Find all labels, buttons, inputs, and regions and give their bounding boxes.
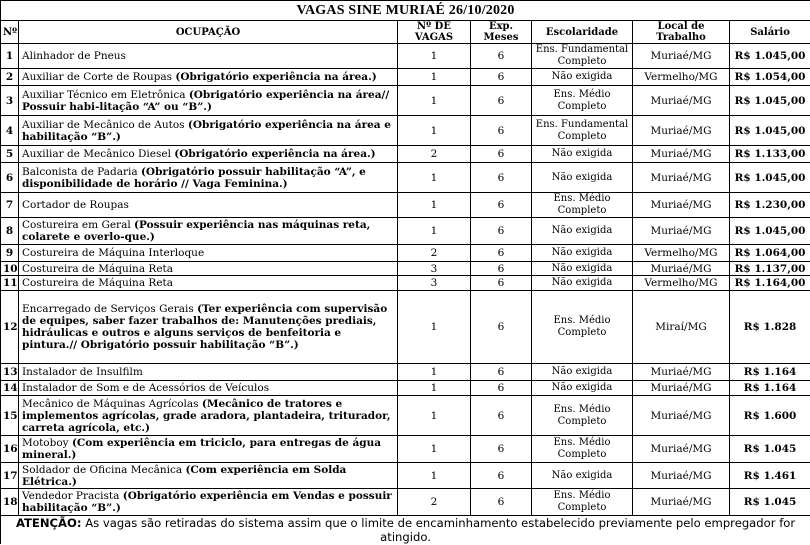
table-row <box>1 262 810 276</box>
occupation-title: Costureira de Máquina Reta <box>22 262 174 275</box>
notice-text: As vagas são retiradas do sistema assim que o limite de encaminhamento estabelecido previamente pelo empregador for atingido. <box>81 516 796 544</box>
table-row <box>1 463 810 489</box>
occupation-cell <box>19 291 398 364</box>
header-ocupacao: OCUPAÇÃO <box>19 21 398 44</box>
page-title: VAGAS SINE MURIAÉ 26/10/2020 <box>1 1 810 21</box>
table-row <box>1 218 810 245</box>
occupation-title: Motoboy <box>22 437 72 449</box>
row-number: 16 <box>1 436 19 463</box>
vacancies-count: 3 <box>398 262 471 276</box>
salary: R$ 1.230,00 <box>730 193 810 218</box>
experience-months: 6 <box>471 396 532 436</box>
work-location: Muriaé/MG <box>633 218 730 245</box>
occupation-title: Auxiliar de Corte de Roupas <box>22 71 176 83</box>
row-number: 17 <box>1 463 19 489</box>
occupation-cell <box>19 193 398 218</box>
occupation-cell <box>19 463 398 489</box>
occupation-title: Encarregado de Serviços Gerais <box>22 303 198 315</box>
occupation-cell <box>19 381 398 396</box>
experience-months: 6 <box>471 245 532 262</box>
table-row <box>1 364 810 381</box>
table-row <box>1 193 810 218</box>
education-level: Ens. Médio Completo <box>532 489 633 516</box>
row-number: 14 <box>1 381 19 396</box>
work-location: Miraí/MG <box>633 291 730 364</box>
education-level: Não exigida <box>532 381 633 396</box>
salary: R$ 1.045,00 <box>730 116 810 146</box>
work-location: Vermelho/MG <box>633 69 730 86</box>
education-level: Ens. Fundamental Completo <box>532 116 633 146</box>
occupation-requirements: (Ter experiência com supervisão de equipes, saber fazer trabalhos de: Manutenções prediais, hidráulicas e outros e alguns serviços de benfeitoria e pintura.// Obrigatório possuir habilitação “B”.) <box>22 303 388 351</box>
work-location: Muriaé/MG <box>633 146 730 163</box>
education-level: Não exigida <box>532 245 633 262</box>
work-location: Muriaé/MG <box>633 86 730 116</box>
work-location: Muriaé/MG <box>633 163 730 193</box>
occupation-title: Auxiliar Técnico em Eletrônica <box>22 88 189 101</box>
table-row <box>1 44 810 69</box>
vacancies-count: 1 <box>398 381 471 396</box>
salary: R$ 1.045,00 <box>730 86 810 116</box>
salary: R$ 1.164 <box>730 364 810 381</box>
experience-months: 6 <box>471 291 532 364</box>
occupation-title: Auxiliar de Mecânico Diesel <box>22 148 175 160</box>
occupation-cell <box>19 116 398 146</box>
experience-months: 6 <box>471 146 532 163</box>
salary: R$ 1.045 <box>730 489 810 516</box>
salary: R$ 1.045,00 <box>730 163 810 193</box>
education-level: Não exigida <box>532 262 633 276</box>
vacancies-count: 1 <box>398 116 471 146</box>
salary: R$ 1.064,00 <box>730 245 810 262</box>
occupation-requirements: (Obrigatório experiência na área.) <box>174 148 376 160</box>
occupation-cell <box>19 146 398 163</box>
vacancies-count: 1 <box>398 69 471 86</box>
occupation-title: Instalador de Insulfilm <box>22 366 143 378</box>
vacancies-count: 2 <box>398 146 471 163</box>
occupation-cell <box>19 364 398 381</box>
occupation-title: Instalador de Som e de Acessórios de Veículos <box>22 382 270 394</box>
row-number: 15 <box>1 396 19 436</box>
work-location: Muriaé/MG <box>633 193 730 218</box>
vacancies-count: 1 <box>398 291 471 364</box>
salary: R$ 1.137,00 <box>730 262 810 276</box>
occupation-cell <box>19 396 398 436</box>
education-level: Não exigida <box>532 69 633 86</box>
work-location: Muriaé/MG <box>633 116 730 146</box>
occupation-title: Alinhador de Pneus <box>22 50 126 62</box>
education-level: Ens. Fundamental Completo <box>532 44 633 69</box>
table-row <box>1 146 810 163</box>
occupation-title: Balconista de Padaria <box>22 165 141 178</box>
occupation-requirements: (Mecânico de tratores e implementos agrícolas, grade aradora, plantadeira, triturador, carreta agrícola, etc.) <box>22 397 391 434</box>
table-row <box>1 381 810 396</box>
row-number: 3 <box>1 86 19 116</box>
vacancies-count: 1 <box>398 463 471 489</box>
experience-months: 6 <box>471 163 532 193</box>
education-level: Não exigida <box>532 276 633 291</box>
occupation-cell <box>19 262 398 276</box>
experience-months: 6 <box>471 364 532 381</box>
work-location: Muriaé/MG <box>633 381 730 396</box>
occupation-cell <box>19 245 398 262</box>
salary: R$ 1.133,00 <box>730 146 810 163</box>
experience-months: 6 <box>471 463 532 489</box>
table-row <box>1 245 810 262</box>
work-location: Muriaé/MG <box>633 262 730 276</box>
header-local: Local de Trabalho <box>633 21 730 44</box>
table-row <box>1 276 810 291</box>
row-number: 13 <box>1 364 19 381</box>
salary: R$ 1.045 <box>730 436 810 463</box>
experience-months: 6 <box>471 69 532 86</box>
experience-months: 6 <box>471 116 532 146</box>
work-location: Muriaé/MG <box>633 364 730 381</box>
work-location: Muriaé/MG <box>633 489 730 516</box>
salary: R$ 1.828 <box>730 291 810 364</box>
table-row <box>1 86 810 116</box>
occupation-title: Mecânico de Máquinas Agrícolas <box>22 397 202 410</box>
table-row <box>1 163 810 193</box>
occupation-requirements: (Obrigatório possuir habilitação “A”, e disponibilidade de horário // Vaga Feminina.) <box>22 165 366 190</box>
experience-months: 6 <box>471 218 532 245</box>
row-number: 11 <box>1 276 19 291</box>
table-row <box>1 396 810 436</box>
row-number: 18 <box>1 489 19 516</box>
vacancies-count: 1 <box>398 436 471 463</box>
vacancies-count: 3 <box>398 276 471 291</box>
row-number: 6 <box>1 163 19 193</box>
vacancies-count: 1 <box>398 364 471 381</box>
vacancies-count: 1 <box>398 86 471 116</box>
education-level: Ens. Médio Completo <box>532 193 633 218</box>
education-level: Não exigida <box>532 146 633 163</box>
education-level: Ens. Médio Completo <box>532 86 633 116</box>
occupation-cell <box>19 163 398 193</box>
experience-months: 6 <box>471 193 532 218</box>
experience-months: 6 <box>471 44 532 69</box>
table-row <box>1 436 810 463</box>
experience-months: 6 <box>471 381 532 396</box>
experience-months: 6 <box>471 276 532 291</box>
occupation-cell <box>19 489 398 516</box>
occupation-cell <box>19 436 398 463</box>
occupation-title: Auxiliar de Mecânico de Autos <box>22 118 188 131</box>
salary: R$ 1.164,00 <box>730 276 810 291</box>
occupation-title: Cortador de Roupas <box>22 199 129 211</box>
occupation-requirements: (Com experiência em Solda Elétrica.) <box>22 463 347 488</box>
work-location: Vermelho/MG <box>633 245 730 262</box>
table-row <box>1 69 810 86</box>
row-number: 10 <box>1 262 19 276</box>
occupation-requirements: (Obrigatório experiência em Vendas e possuir habilitação “B”.) <box>22 490 392 514</box>
salary: R$ 1.045,00 <box>730 44 810 69</box>
occupation-title: Vendedor Pracista <box>22 490 123 502</box>
row-number: 2 <box>1 69 19 86</box>
notice <box>1 516 810 545</box>
work-location: Muriaé/MG <box>633 463 730 489</box>
table-row <box>1 116 810 146</box>
education-level: Não exigida <box>532 463 633 489</box>
table-header-row <box>1 21 810 44</box>
education-level: Não exigida <box>532 163 633 193</box>
work-location: Muriaé/MG <box>633 44 730 69</box>
vacancies-count: 1 <box>398 193 471 218</box>
occupation-requirements: (Com experiência em triciclo, para entregas de água mineral.) <box>22 437 382 461</box>
table-row <box>1 489 810 516</box>
occupation-requirements: (Obrigatório experiência na área e habilitação “B”.) <box>22 118 391 143</box>
occupation-cell <box>19 44 398 69</box>
education-level: Não exigida <box>532 218 633 245</box>
education-level: Ens. Médio Completo <box>532 291 633 364</box>
occupation-cell <box>19 218 398 245</box>
occupation-requirements: (Obrigatório experiência na área.) <box>175 71 377 83</box>
work-location: Muriaé/MG <box>633 436 730 463</box>
salary: R$ 1.461 <box>730 463 810 489</box>
education-level: Ens. Médio Completo <box>532 436 633 463</box>
row-number: 12 <box>1 291 19 364</box>
salary: R$ 1.164 <box>730 381 810 396</box>
header-num: Nº <box>1 21 19 44</box>
table-row <box>1 291 810 364</box>
experience-months: 6 <box>471 436 532 463</box>
table-body <box>1 44 810 516</box>
experience-months: 6 <box>471 86 532 116</box>
education-level: Ens. Médio Completo <box>532 396 633 436</box>
salary: R$ 1.600 <box>730 396 810 436</box>
vacancies-count: 1 <box>398 218 471 245</box>
header-escolaridade: Escolaridade <box>532 21 633 44</box>
row-number: 5 <box>1 146 19 163</box>
occupation-requirements: (Obrigatório experiência na área// Possuir habi-litação “A” ou “B”.) <box>22 88 390 113</box>
notice-lead: ATENÇÃO: <box>15 516 82 530</box>
salary: R$ 1.045,00 <box>730 218 810 245</box>
education-level: Não exigida <box>532 364 633 381</box>
row-number: 9 <box>1 245 19 262</box>
salary: R$ 1.054,00 <box>730 69 810 86</box>
vacancies-count: 1 <box>398 163 471 193</box>
header-exp: Exp. Meses <box>471 21 532 44</box>
occupation-requirements: (Possuir experiência nas máquinas reta, colarete e overlo-que.) <box>22 219 371 243</box>
vacancies-count: 1 <box>398 44 471 69</box>
vacancies-count: 1 <box>398 396 471 436</box>
row-number: 4 <box>1 116 19 146</box>
occupation-title: Costureira de Máquina Reta <box>22 277 174 289</box>
row-number: 1 <box>1 44 19 69</box>
row-number: 7 <box>1 193 19 218</box>
vacancies-count: 2 <box>398 245 471 262</box>
occupation-cell <box>19 69 398 86</box>
occupation-title: Soldador de Oficina Mecânica <box>22 463 186 476</box>
occupation-cell <box>19 86 398 116</box>
vacancies-count: 2 <box>398 489 471 516</box>
work-location: Muriaé/MG <box>633 396 730 436</box>
experience-months: 6 <box>471 489 532 516</box>
header-vagas: Nº DE VAGAS <box>398 21 471 44</box>
occupation-cell <box>19 276 398 291</box>
row-number: 8 <box>1 218 19 245</box>
occupation-title: Costureira em Geral <box>22 219 135 231</box>
work-location: Vermelho/MG <box>633 276 730 291</box>
occupation-title: Costureira de Máquina Interloque <box>22 247 205 259</box>
experience-months: 6 <box>471 262 532 276</box>
header-salario: Salário <box>730 21 810 44</box>
